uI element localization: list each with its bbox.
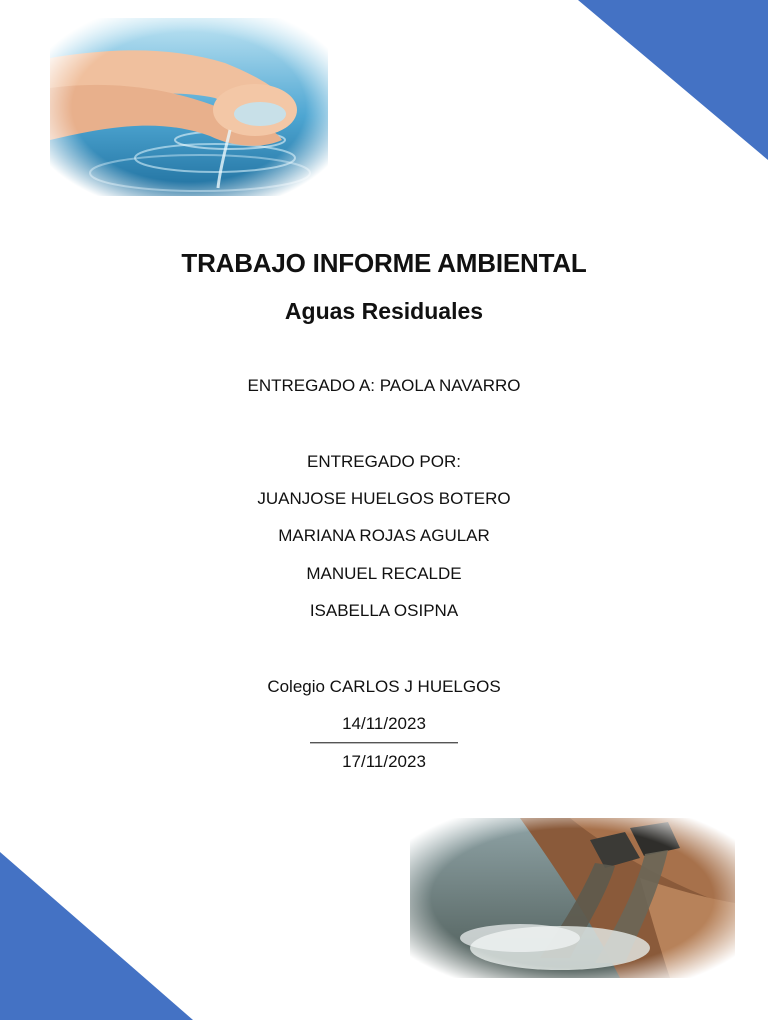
date-start: 14/11/2023 [342,714,426,733]
author-name: JUANJOSE HUELGOS BOTERO [257,489,511,508]
date-divider [310,742,458,744]
corner-triangle-bottom-left [0,852,193,1020]
wastewater-pipes-photo [410,818,735,978]
delivered-by-label: ENTREGADO POR: [307,452,461,471]
author-name: MARIANA ROJAS AGULAR [278,526,490,545]
document-title: TRABAJO INFORME AMBIENTAL [181,248,587,278]
delivered-to: ENTREGADO A: PAOLA NAVARRO [247,376,521,395]
author-name: ISABELLA OSIPNA [309,601,459,620]
author-name: MANUEL RECALDE [306,564,462,583]
hands-in-water-photo [50,18,328,196]
document-subtitle: Aguas Residuales [284,298,484,324]
corner-triangle-top-right [578,0,768,160]
school-name: Colegio CARLOS J HUELGOS [267,677,501,696]
date-end: 17/11/2023 [342,752,426,771]
